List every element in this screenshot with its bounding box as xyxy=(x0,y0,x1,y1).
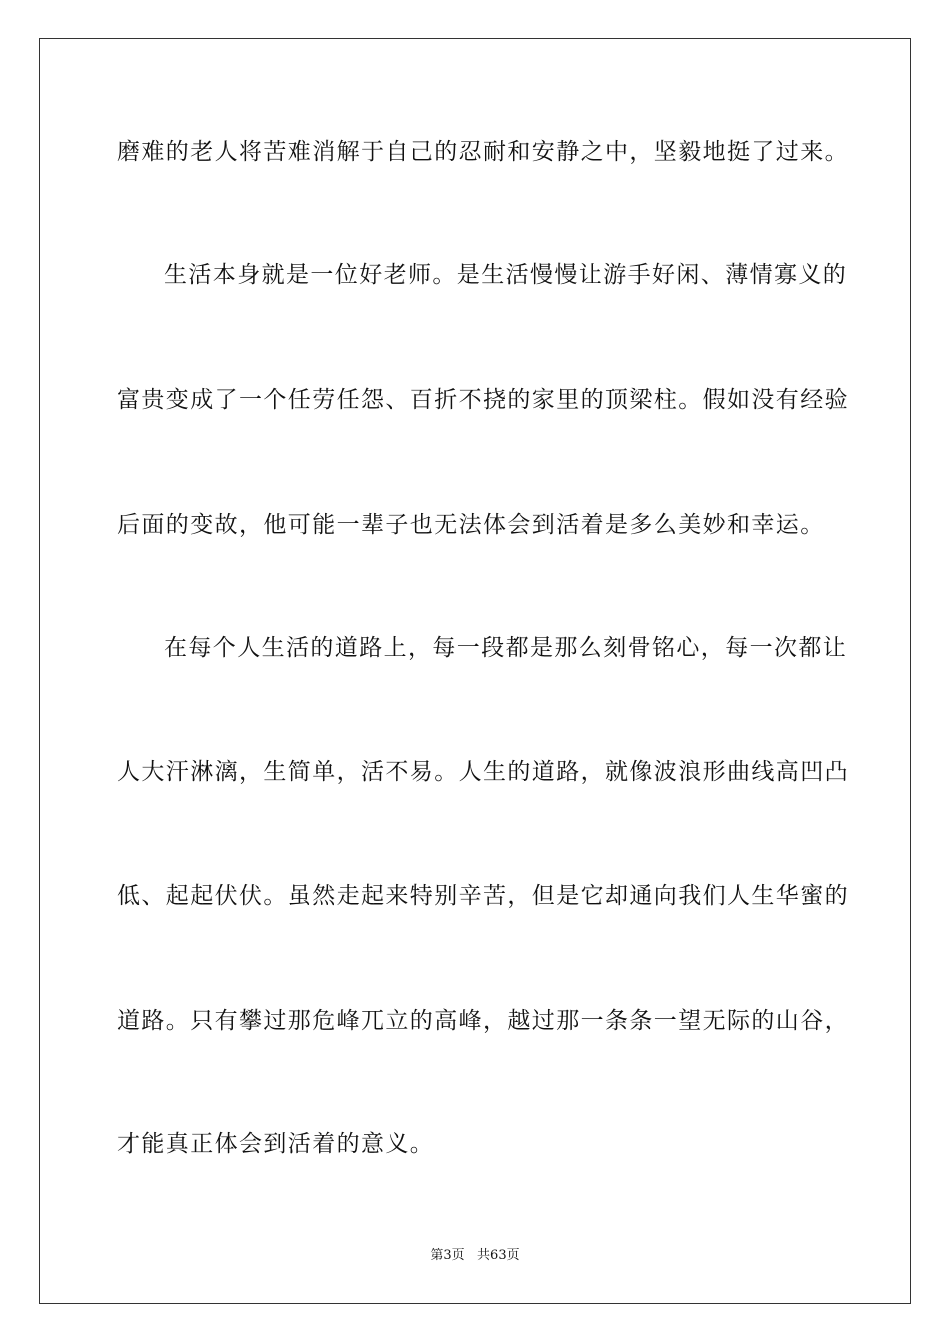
text-line-2: 生活本身就是一位好老师。是生活慢慢让游手好闲、薄情寡义的 xyxy=(164,262,848,288)
text-line-9: 才能真正体会到活着的意义。 xyxy=(117,1131,435,1157)
text-line-5: 在每个人生活的道路上，每一段都是那么刻骨铭心，每一次都让 xyxy=(164,635,848,661)
text-line-8: 道路。只有攀过那危峰兀立的高峰，越过那一条条一望无际的山谷， xyxy=(117,1008,849,1034)
text-line-3: 富贵变成了一个任劳任怨、百折不挠的家里的顶梁柱。假如没有经验 xyxy=(117,387,849,413)
text-line-7: 低、起起伏伏。虽然走起来特别辛苦，但是它却通向我们人生华蜜的 xyxy=(117,883,849,909)
page-footer: 第3页 共63页 xyxy=(430,1248,520,1263)
text-line-4: 后面的变故，他可能一辈子也无法体会到活着是多么美妙和幸运。 xyxy=(117,512,825,538)
text-line-1: 磨难的老人将苦难消解于自己的忍耐和安静之中，坚毅地挺了过来。 xyxy=(117,139,849,165)
page-frame xyxy=(39,38,911,1304)
text-line-6: 人大汗淋漓，生简单，活不易。人生的道路，就像波浪形曲线高凹凸 xyxy=(117,759,849,785)
